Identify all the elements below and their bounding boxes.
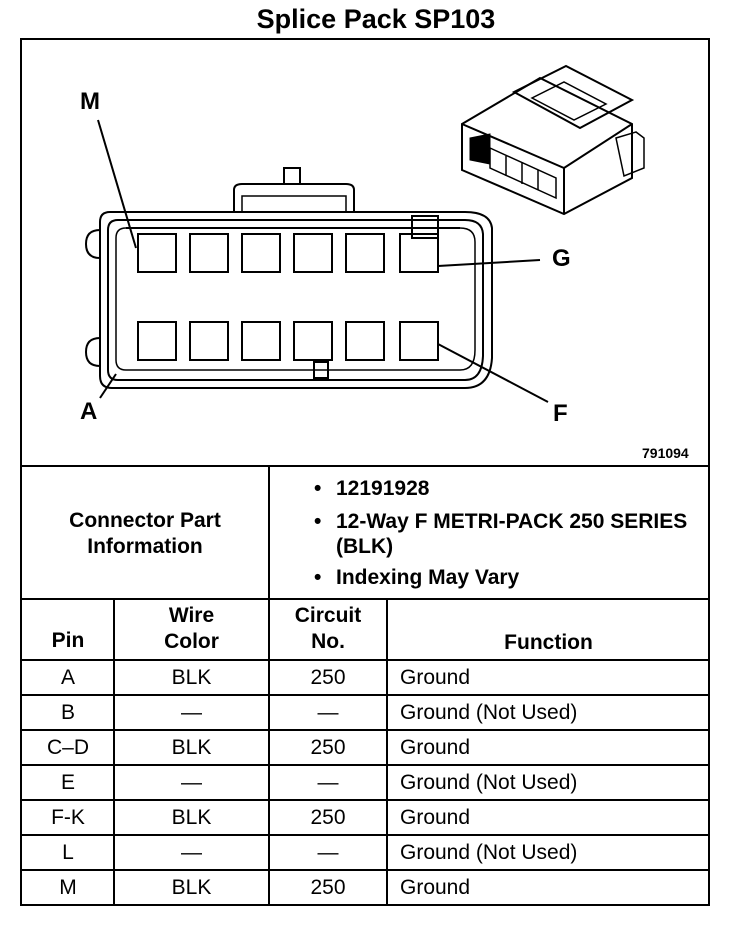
leader-a — [100, 374, 116, 398]
header-function: Function — [504, 631, 593, 654]
leader-g — [438, 260, 540, 266]
table-cell-pin: L — [62, 841, 74, 864]
header-pin: Pin — [51, 629, 85, 652]
table-cell-pin: B — [60, 701, 75, 724]
table-cell-circuit: 250 — [310, 806, 346, 829]
pin-label-m: M — [80, 88, 100, 115]
table-cell-wire-color: — — [181, 841, 202, 864]
indexing-note: • Indexing May Vary — [310, 565, 700, 590]
table-cell-wire-color: BLK — [171, 806, 212, 829]
table-cell-wire-color: — — [181, 771, 202, 794]
part-number: • 12191928 — [310, 476, 700, 501]
table-cell-pin: M — [59, 876, 77, 899]
connector-face — [86, 120, 548, 402]
table-cell-pin: F-K — [51, 806, 85, 829]
table-cell-function: Ground — [400, 736, 471, 759]
pin-label-a: A — [80, 398, 98, 425]
page-title: Splice Pack SP103 — [256, 4, 496, 34]
table-cell-function: Ground — [400, 666, 471, 689]
table-cell-function: Ground (Not Used) — [400, 771, 578, 794]
table-cell-circuit: 250 — [310, 876, 346, 899]
table-cell-wire-color: BLK — [171, 736, 212, 759]
table-cell-circuit: 250 — [310, 666, 346, 689]
table-cell-circuit: — — [317, 701, 339, 724]
connector-type: • 12-Way F METRI-PACK 250 SERIES (BLK) — [310, 509, 700, 559]
leader-m — [98, 120, 136, 248]
table-cell-circuit: 250 — [310, 736, 346, 759]
header-wire-color: Wire Color — [164, 604, 219, 653]
table-cell-function: Ground (Not Used) — [400, 701, 578, 724]
connector-3d-icon — [462, 66, 644, 214]
pin-label-f: F — [553, 400, 568, 427]
table-cell-circuit: — — [317, 841, 339, 864]
pin-label-g: G — [552, 245, 571, 272]
table-cell-circuit: — — [317, 771, 339, 794]
header-circuit-no: Circuit No. — [294, 604, 362, 653]
table-cell-function: Ground — [400, 806, 471, 829]
table-cell-function: Ground — [400, 876, 471, 899]
table-cell-pin: A — [60, 666, 75, 689]
table-cell-wire-color: BLK — [171, 666, 212, 689]
table-cell-wire-color: BLK — [171, 876, 212, 899]
table-cell-wire-color: — — [181, 701, 202, 724]
table-cell-function: Ground (Not Used) — [400, 841, 578, 864]
table-cell-pin: E — [60, 771, 75, 794]
table-cell-pin: C–D — [46, 736, 89, 759]
connector-part-information-label: Connector Part Information — [69, 509, 221, 558]
connector-part-bullets — [310, 476, 700, 598]
figure-number: 791094 — [642, 445, 689, 461]
